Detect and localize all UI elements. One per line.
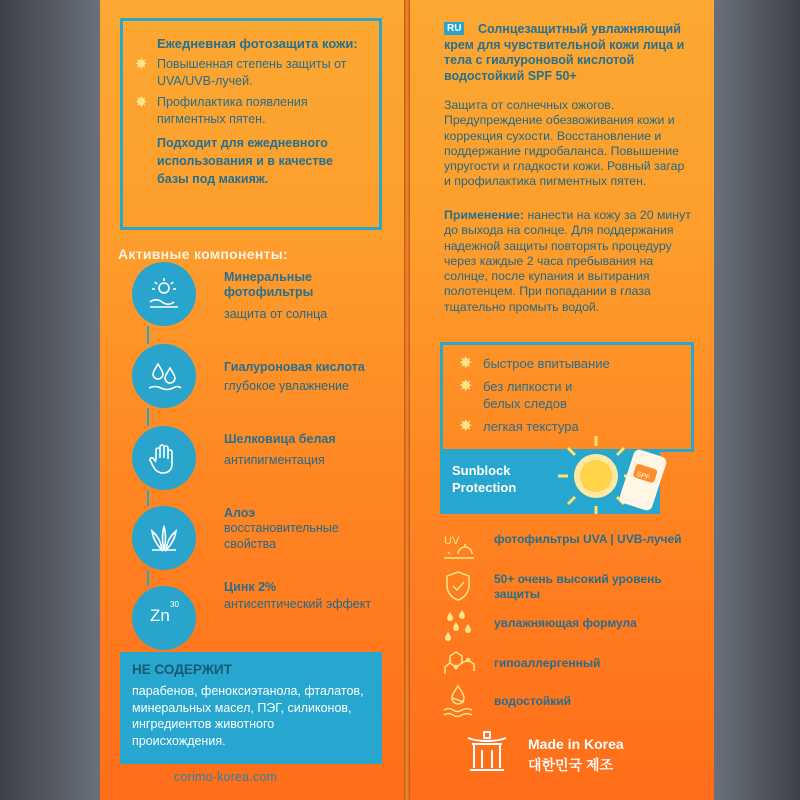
- connector-line: [147, 490, 149, 506]
- daily-protection-title: Ежедневная фотозащита кожи:: [157, 36, 358, 51]
- zinc-number: 30: [170, 600, 179, 609]
- product-description: Защита от солнечных ожогов. Предупреждение обезвоживания кожи и коррекция сухости. Восстановление и поддержание гидробаланса. Повышение упругости и гладкости кожи. Ровный загар и профилактика пигментных пятен.: [444, 98, 685, 189]
- zinc-symbol: Zn: [150, 606, 170, 625]
- shield-icon: [440, 568, 476, 604]
- component-name: Алоэ: [224, 506, 256, 520]
- zinc-icon: [132, 586, 196, 650]
- not-contain-box: [120, 652, 382, 764]
- product-spf-text: SPF: [635, 470, 651, 482]
- list-item: ✸ Профилактика появления пигментных пятен.: [135, 94, 308, 126]
- star-icon: ✸: [135, 56, 148, 73]
- usage-section: [444, 208, 694, 315]
- right-edge: [714, 0, 800, 800]
- right-panel: [410, 0, 714, 800]
- property-row: [440, 682, 700, 718]
- usage-text: нанести на кожу за 20 минут до выхода на солнце. Для поддержания надежной защиты повторять процедуру через каждые 2 часа пребывания на солнце, после купания и вытирания полотенцем. При попадании в глаза тщательно промыть водой.: [444, 208, 691, 314]
- not-contain-text: парабенов, феноксиэтанола, фталатов, минеральных масел, ПЭГ, силиконов, ингредиентов животного происхождения.: [132, 684, 364, 748]
- property-row: [440, 568, 700, 604]
- not-contain-title: НЕ СОДЕРЖИТ: [132, 662, 232, 677]
- component-item: [116, 506, 396, 570]
- property-label: гипоаллергенный: [494, 656, 601, 670]
- connector-line: [147, 570, 149, 586]
- component-item: [116, 580, 396, 650]
- component-name: Цинк 2%: [224, 580, 277, 594]
- usage-label: Применение:: [444, 208, 525, 222]
- language-badge: RU: [444, 22, 464, 35]
- property-row: [440, 530, 700, 566]
- water-drops-icon: [132, 344, 196, 408]
- component-name: Шелковица белая: [224, 432, 336, 446]
- active-components-heading: Активные компоненты:: [118, 246, 289, 262]
- component-name: Гиалуроновая кислота: [224, 360, 365, 374]
- list-item: ✸ легкая текстура: [459, 418, 579, 435]
- star-icon: ✸: [459, 378, 473, 395]
- svg-text:UV: UV: [444, 535, 460, 547]
- component-desc: восстановительные свойства: [224, 521, 339, 551]
- sun-product-icon: [556, 432, 676, 516]
- waterproof-icon: [440, 682, 476, 718]
- list-item: ✸ Повышенная степень защиты от UVA/UVB-лучей.: [135, 56, 347, 88]
- website-link[interactable]: corimo-korea.com: [174, 770, 278, 784]
- drops-icon: [440, 606, 476, 642]
- molecule-icon: [440, 644, 476, 680]
- uv-icon: [440, 530, 476, 566]
- property-row: [440, 606, 700, 642]
- star-icon: ✸: [459, 418, 473, 435]
- star-icon: ✸: [459, 355, 473, 372]
- korean-gate-icon: [464, 728, 510, 774]
- component-item: [116, 426, 396, 490]
- sunblock-badge: Sunblock Protection: [440, 452, 660, 514]
- left-panel: [100, 0, 404, 800]
- star-icon: ✸: [135, 94, 148, 111]
- component-item: [116, 262, 396, 326]
- property-label: водостойкий: [494, 694, 572, 708]
- property-label: увлажняющая формула: [494, 616, 637, 630]
- connector-line: [147, 408, 149, 426]
- component-desc: антипигментация: [224, 453, 325, 467]
- component-desc: антисептический эффект: [224, 597, 372, 611]
- component-name: Минеральные фотофильтры: [224, 270, 314, 299]
- property-label: фотофильтры UVA | UVB-лучей: [494, 532, 682, 546]
- property-row: [440, 644, 700, 680]
- daily-protection-box: [120, 18, 382, 230]
- component-desc: глубокое увлажнение: [224, 379, 349, 393]
- aloe-icon: [132, 506, 196, 570]
- property-label: 50+ очень высокий уровень защиты: [494, 572, 662, 601]
- hand-icon: [132, 426, 196, 490]
- sun-filter-icon: [132, 262, 196, 326]
- product-title: Солнцезащитный увлажняющий крем для чувствительной кожи лица и тела с гиалуроновой кислотой водостойкий SPF 50+: [444, 22, 685, 83]
- left-edge: [0, 0, 100, 800]
- daily-protection-note: Подходит для ежедневного использования и в качестве базы под макияж.: [157, 136, 333, 186]
- made-in-korea: Made in Korea 대한민국 제조: [528, 736, 624, 773]
- list-item: ✸ быстрое впитывание: [459, 355, 610, 372]
- connector-line: [147, 326, 149, 344]
- component-desc: защита от солнца: [224, 307, 328, 321]
- list-item: ✸ без липкости и белых следов: [459, 378, 573, 411]
- component-item: [116, 344, 396, 408]
